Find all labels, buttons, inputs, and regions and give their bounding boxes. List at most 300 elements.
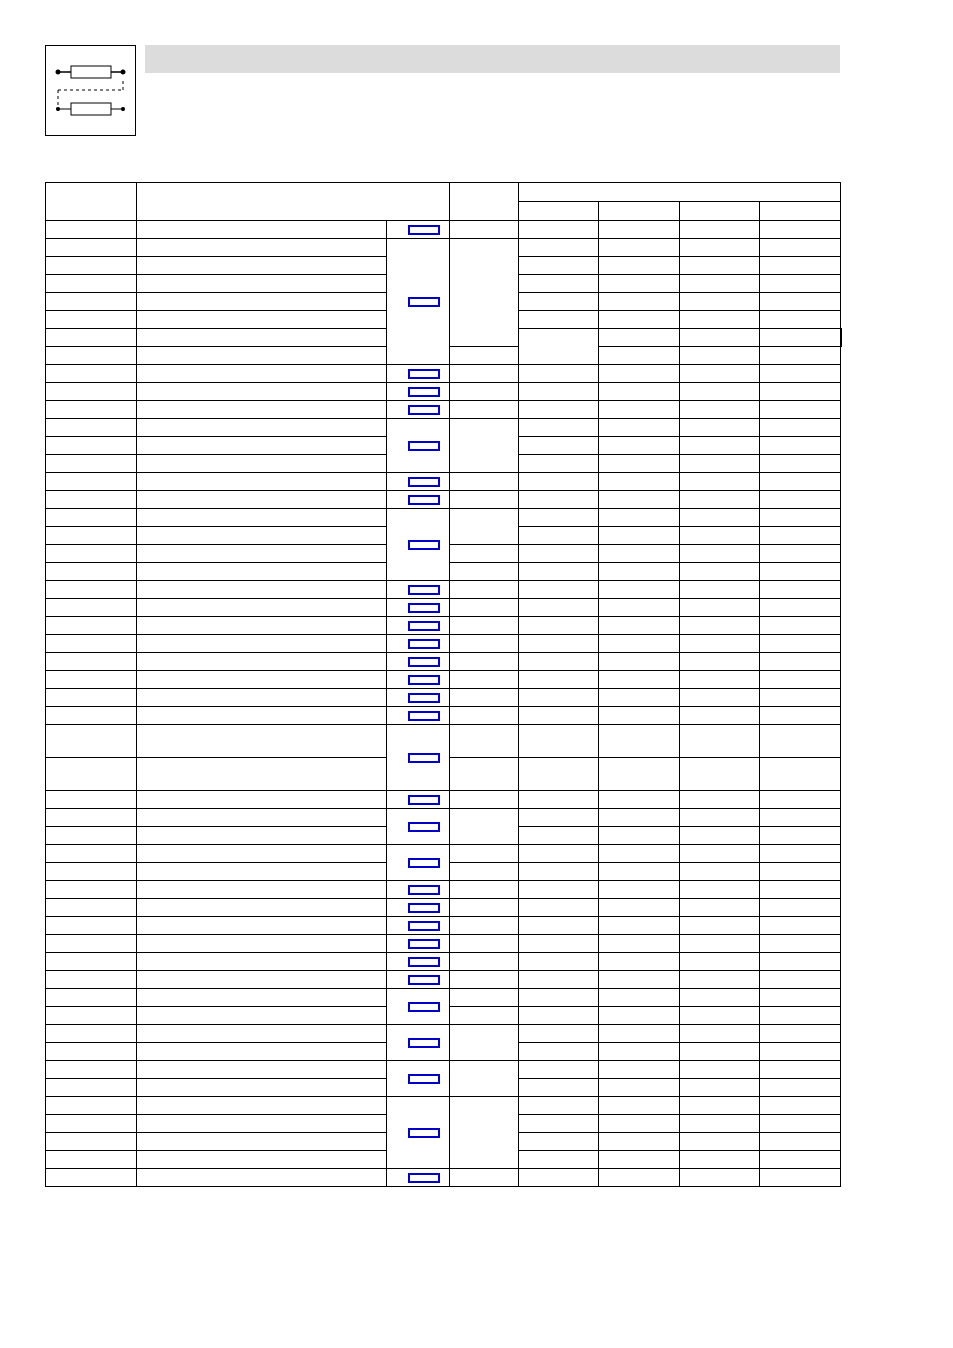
table-cell bbox=[599, 1169, 680, 1187]
page-reference-link[interactable] bbox=[408, 225, 440, 235]
table-cell bbox=[137, 899, 387, 917]
table-cell bbox=[680, 863, 760, 881]
table-cell bbox=[760, 455, 841, 473]
table-cell bbox=[519, 257, 599, 275]
table-row bbox=[46, 365, 842, 383]
page-reference-link[interactable] bbox=[408, 921, 440, 931]
table-cell bbox=[387, 383, 450, 401]
table-cell bbox=[760, 863, 841, 881]
table-cell bbox=[760, 509, 841, 527]
table-cell bbox=[46, 293, 137, 311]
table-row bbox=[46, 509, 842, 527]
table-cell bbox=[760, 419, 841, 437]
table-cell bbox=[760, 491, 841, 509]
table-cell bbox=[387, 1025, 450, 1061]
table-cell bbox=[599, 809, 680, 827]
table-cell bbox=[137, 257, 387, 275]
table-cell bbox=[519, 689, 599, 707]
table-cell bbox=[137, 1043, 387, 1061]
table-cell bbox=[387, 473, 450, 491]
table-cell bbox=[46, 401, 137, 419]
table-cell bbox=[450, 545, 519, 563]
table-cell bbox=[450, 989, 519, 1007]
table-row bbox=[46, 383, 842, 401]
table-cell bbox=[46, 509, 137, 527]
table-cell bbox=[680, 1097, 760, 1115]
table-cell bbox=[599, 1097, 680, 1115]
table-cell bbox=[137, 809, 387, 827]
table-cell bbox=[387, 899, 450, 917]
table-cell bbox=[599, 671, 680, 689]
table-cell bbox=[137, 545, 387, 563]
table-cell bbox=[519, 809, 599, 827]
table-cell bbox=[519, 1025, 599, 1043]
table-cell bbox=[599, 1115, 680, 1133]
table-cell bbox=[137, 635, 387, 653]
table-cell bbox=[519, 707, 599, 725]
table-cell bbox=[519, 491, 599, 509]
table-cell bbox=[46, 563, 137, 581]
table-cell bbox=[680, 617, 760, 635]
table-cell bbox=[599, 599, 680, 617]
table-cell bbox=[760, 1007, 841, 1025]
table-cell bbox=[599, 311, 680, 329]
page-reference-link[interactable] bbox=[408, 1038, 440, 1048]
table-row bbox=[46, 989, 842, 1007]
table-row bbox=[46, 881, 842, 899]
table-row bbox=[46, 599, 842, 617]
table-cell bbox=[137, 1007, 387, 1025]
header-cell bbox=[599, 202, 680, 221]
table-cell bbox=[680, 437, 760, 455]
page-reference-link[interactable] bbox=[408, 975, 440, 985]
table-cell bbox=[46, 1115, 137, 1133]
table-cell bbox=[599, 953, 680, 971]
table-row bbox=[46, 221, 842, 239]
table-cell bbox=[519, 1043, 599, 1061]
table-row bbox=[46, 239, 842, 257]
table-cell bbox=[137, 917, 387, 935]
header-cell bbox=[519, 202, 599, 221]
table-cell bbox=[760, 581, 841, 599]
table-cell bbox=[599, 491, 680, 509]
table-cell bbox=[599, 509, 680, 527]
table-cell bbox=[599, 1079, 680, 1097]
table-cell bbox=[46, 935, 137, 953]
table-cell bbox=[841, 329, 842, 347]
table-cell bbox=[599, 1151, 680, 1169]
table-cell bbox=[387, 653, 450, 671]
table-cell bbox=[46, 275, 137, 293]
table-cell bbox=[137, 527, 387, 545]
table-cell bbox=[519, 899, 599, 917]
page-reference-link[interactable] bbox=[408, 939, 440, 949]
table-cell bbox=[46, 365, 137, 383]
table-cell bbox=[519, 1151, 599, 1169]
table-cell bbox=[760, 347, 841, 365]
table-cell bbox=[387, 971, 450, 989]
table-cell bbox=[137, 758, 387, 791]
table-cell bbox=[450, 1097, 519, 1169]
table-row bbox=[46, 419, 842, 437]
table-cell bbox=[387, 1061, 450, 1097]
table-cell bbox=[137, 437, 387, 455]
table-cell bbox=[137, 1025, 387, 1043]
table-cell bbox=[137, 329, 387, 347]
table-cell bbox=[450, 383, 519, 401]
table-cell bbox=[137, 707, 387, 725]
table-cell bbox=[599, 221, 680, 239]
table-cell bbox=[680, 1115, 760, 1133]
table-cell bbox=[760, 311, 841, 329]
page-reference-link[interactable] bbox=[408, 585, 440, 595]
table-row bbox=[46, 1061, 842, 1079]
table-cell bbox=[599, 455, 680, 473]
table-cell bbox=[450, 899, 519, 917]
table-cell bbox=[387, 689, 450, 707]
table-cell bbox=[137, 563, 387, 581]
page-reference-link[interactable] bbox=[408, 540, 440, 550]
table-cell bbox=[760, 791, 841, 809]
table-cell bbox=[387, 671, 450, 689]
table-cell bbox=[450, 935, 519, 953]
table-header-row bbox=[46, 183, 842, 202]
section-logo bbox=[45, 45, 136, 136]
table-cell bbox=[137, 863, 387, 881]
page-reference-link[interactable] bbox=[408, 753, 440, 763]
page-reference-link[interactable] bbox=[408, 1173, 440, 1183]
table-cell bbox=[599, 989, 680, 1007]
table-cell bbox=[387, 401, 450, 419]
table-cell bbox=[760, 1151, 841, 1169]
table-cell bbox=[387, 881, 450, 899]
page-reference-link[interactable] bbox=[408, 603, 440, 613]
table-cell bbox=[519, 1133, 599, 1151]
page-reference-link[interactable] bbox=[408, 957, 440, 967]
page-reference-link[interactable] bbox=[408, 495, 440, 505]
page-reference-link[interactable] bbox=[408, 675, 440, 685]
page-reference-link[interactable] bbox=[408, 405, 440, 415]
table-cell bbox=[387, 953, 450, 971]
table-cell bbox=[599, 617, 680, 635]
table-cell bbox=[599, 791, 680, 809]
table-cell bbox=[760, 953, 841, 971]
table-cell bbox=[760, 221, 841, 239]
table-cell bbox=[450, 509, 519, 545]
table-cell bbox=[450, 671, 519, 689]
page-reference-link[interactable] bbox=[408, 885, 440, 895]
table-cell bbox=[760, 1115, 841, 1133]
table-cell bbox=[680, 917, 760, 935]
table-cell bbox=[760, 935, 841, 953]
table-cell bbox=[519, 581, 599, 599]
table-cell bbox=[137, 1097, 387, 1115]
table-cell bbox=[519, 365, 599, 383]
table-cell bbox=[760, 989, 841, 1007]
table-cell bbox=[46, 617, 137, 635]
table-row bbox=[46, 581, 842, 599]
table-cell bbox=[46, 311, 137, 329]
table-cell bbox=[760, 707, 841, 725]
table-cell bbox=[387, 365, 450, 383]
page-reference-link[interactable] bbox=[408, 621, 440, 631]
table-cell bbox=[519, 791, 599, 809]
table-cell bbox=[680, 689, 760, 707]
table-cell bbox=[387, 239, 450, 365]
table-cell bbox=[599, 707, 680, 725]
table-row bbox=[46, 899, 842, 917]
table-cell bbox=[137, 1061, 387, 1079]
table-cell bbox=[680, 275, 760, 293]
table-cell bbox=[137, 293, 387, 311]
table-cell bbox=[599, 758, 680, 791]
table-cell bbox=[46, 419, 137, 437]
parameter-table bbox=[45, 182, 842, 1187]
table-cell bbox=[680, 989, 760, 1007]
table-cell bbox=[137, 1079, 387, 1097]
table-cell bbox=[760, 437, 841, 455]
table-cell bbox=[760, 257, 841, 275]
table-cell bbox=[680, 221, 760, 239]
table-cell bbox=[760, 365, 841, 383]
table-cell bbox=[680, 758, 760, 791]
table-cell bbox=[599, 635, 680, 653]
header-cell bbox=[519, 183, 841, 202]
table-cell bbox=[680, 365, 760, 383]
table-cell bbox=[46, 635, 137, 653]
table-cell bbox=[599, 347, 680, 365]
table-row bbox=[46, 707, 842, 725]
table-cell bbox=[680, 707, 760, 725]
table-cell bbox=[46, 239, 137, 257]
table-cell bbox=[680, 419, 760, 437]
table-cell bbox=[387, 491, 450, 509]
table-row bbox=[46, 1097, 842, 1115]
table-cell bbox=[519, 473, 599, 491]
table-cell bbox=[680, 1133, 760, 1151]
table-cell bbox=[450, 221, 519, 239]
table-row bbox=[46, 491, 842, 509]
table-cell bbox=[519, 653, 599, 671]
table-cell bbox=[680, 599, 760, 617]
page-reference-link[interactable] bbox=[408, 1002, 440, 1012]
table-cell bbox=[680, 1025, 760, 1043]
page-reference-link[interactable] bbox=[408, 297, 440, 307]
table-cell bbox=[760, 809, 841, 827]
table-cell bbox=[760, 671, 841, 689]
table-cell bbox=[760, 599, 841, 617]
table-cell bbox=[46, 329, 137, 347]
table-cell bbox=[137, 221, 387, 239]
table-cell bbox=[387, 509, 450, 581]
table-cell bbox=[450, 653, 519, 671]
table-cell bbox=[450, 1169, 519, 1187]
table-cell bbox=[680, 1061, 760, 1079]
table-cell bbox=[599, 527, 680, 545]
table-cell bbox=[46, 791, 137, 809]
table-cell bbox=[760, 635, 841, 653]
table-cell bbox=[680, 491, 760, 509]
table-cell bbox=[46, 1079, 137, 1097]
table-cell bbox=[599, 725, 680, 758]
table-cell bbox=[137, 671, 387, 689]
table-cell bbox=[46, 383, 137, 401]
page-reference-link[interactable] bbox=[408, 795, 440, 805]
table-cell bbox=[387, 419, 450, 473]
table-cell bbox=[680, 1007, 760, 1025]
table-cell bbox=[760, 617, 841, 635]
table-cell bbox=[46, 581, 137, 599]
table-cell bbox=[519, 758, 599, 791]
table-cell bbox=[387, 635, 450, 653]
table-cell bbox=[46, 347, 137, 365]
table-cell bbox=[46, 599, 137, 617]
table-cell bbox=[46, 917, 137, 935]
table-cell bbox=[137, 401, 387, 419]
page-reference-link[interactable] bbox=[408, 1074, 440, 1084]
table-cell bbox=[680, 347, 760, 365]
table-cell bbox=[680, 1169, 760, 1187]
page-reference-link[interactable] bbox=[408, 369, 440, 379]
table-cell bbox=[680, 671, 760, 689]
table-row bbox=[46, 935, 842, 953]
table-cell bbox=[760, 1133, 841, 1151]
page-reference-link[interactable] bbox=[408, 441, 440, 451]
table-cell bbox=[137, 971, 387, 989]
table-cell bbox=[599, 365, 680, 383]
table-cell bbox=[760, 1025, 841, 1043]
table-cell bbox=[137, 1169, 387, 1187]
table-cell bbox=[680, 953, 760, 971]
table-cell bbox=[680, 383, 760, 401]
page-reference-link[interactable] bbox=[408, 711, 440, 721]
table-cell bbox=[680, 845, 760, 863]
table-row bbox=[46, 653, 842, 671]
table-cell bbox=[599, 383, 680, 401]
table-cell bbox=[137, 1115, 387, 1133]
table-cell bbox=[760, 1043, 841, 1061]
table-cell bbox=[760, 329, 841, 347]
header-cell bbox=[450, 183, 519, 221]
table-cell bbox=[46, 1025, 137, 1043]
table-cell bbox=[599, 275, 680, 293]
table-cell bbox=[599, 689, 680, 707]
page-reference-link[interactable] bbox=[408, 822, 440, 832]
table-cell bbox=[680, 653, 760, 671]
page-reference-link[interactable] bbox=[408, 657, 440, 667]
page-reference-link[interactable] bbox=[408, 477, 440, 487]
circuit-resistor-icon bbox=[46, 46, 135, 135]
table-cell bbox=[46, 527, 137, 545]
page-reference-link[interactable] bbox=[408, 639, 440, 649]
table-cell bbox=[519, 1007, 599, 1025]
table-cell bbox=[519, 563, 599, 581]
table-cell bbox=[450, 1025, 519, 1061]
table-cell bbox=[519, 845, 599, 863]
table-cell bbox=[137, 473, 387, 491]
table-cell bbox=[519, 311, 599, 329]
table-cell bbox=[760, 563, 841, 581]
table-cell bbox=[760, 293, 841, 311]
table-cell bbox=[46, 437, 137, 455]
table-cell bbox=[760, 383, 841, 401]
table-cell bbox=[680, 257, 760, 275]
page-reference-link[interactable] bbox=[408, 903, 440, 913]
table-cell bbox=[680, 545, 760, 563]
table-cell bbox=[137, 881, 387, 899]
table-cell bbox=[387, 707, 450, 725]
table-cell bbox=[519, 1169, 599, 1187]
table-cell bbox=[137, 725, 387, 758]
table-cell bbox=[519, 437, 599, 455]
table-cell bbox=[450, 1007, 519, 1025]
table-cell bbox=[137, 491, 387, 509]
table-cell bbox=[760, 758, 841, 791]
table-row bbox=[46, 617, 842, 635]
table-row bbox=[46, 725, 842, 758]
table-cell bbox=[519, 1115, 599, 1133]
table-cell bbox=[46, 689, 137, 707]
table-cell bbox=[46, 953, 137, 971]
table-cell bbox=[137, 311, 387, 329]
table-cell bbox=[450, 365, 519, 383]
table-cell bbox=[46, 491, 137, 509]
page-reference-link[interactable] bbox=[408, 387, 440, 397]
table-cell bbox=[450, 599, 519, 617]
table-cell bbox=[450, 401, 519, 419]
table-cell bbox=[599, 329, 680, 347]
table-row bbox=[46, 953, 842, 971]
table-cell bbox=[519, 419, 599, 437]
table-cell bbox=[680, 791, 760, 809]
table-cell bbox=[680, 1079, 760, 1097]
page-reference-link[interactable] bbox=[408, 693, 440, 703]
table-cell bbox=[46, 707, 137, 725]
table-cell bbox=[760, 1061, 841, 1079]
table-cell bbox=[519, 329, 599, 365]
table-cell bbox=[450, 809, 519, 845]
table-cell bbox=[450, 1061, 519, 1097]
table-cell bbox=[519, 293, 599, 311]
table-cell bbox=[137, 509, 387, 527]
table-cell bbox=[519, 401, 599, 419]
table-cell bbox=[760, 971, 841, 989]
table-cell bbox=[137, 581, 387, 599]
table-cell bbox=[680, 827, 760, 845]
table-cell bbox=[519, 989, 599, 1007]
table-cell bbox=[46, 863, 137, 881]
table-cell bbox=[519, 599, 599, 617]
table-cell bbox=[760, 725, 841, 758]
table-cell bbox=[387, 221, 450, 239]
table-cell bbox=[760, 827, 841, 845]
table-cell bbox=[450, 725, 519, 758]
table-cell bbox=[599, 581, 680, 599]
table-cell bbox=[599, 845, 680, 863]
table-cell bbox=[519, 917, 599, 935]
table-cell bbox=[450, 617, 519, 635]
page-reference-link[interactable] bbox=[408, 1128, 440, 1138]
table-cell bbox=[46, 809, 137, 827]
table-row bbox=[46, 971, 842, 989]
table-cell bbox=[450, 758, 519, 791]
table-cell bbox=[680, 239, 760, 257]
table-cell bbox=[760, 917, 841, 935]
table-cell bbox=[387, 725, 450, 791]
table-cell bbox=[46, 989, 137, 1007]
page-reference-link[interactable] bbox=[408, 858, 440, 868]
table-row bbox=[46, 401, 842, 419]
